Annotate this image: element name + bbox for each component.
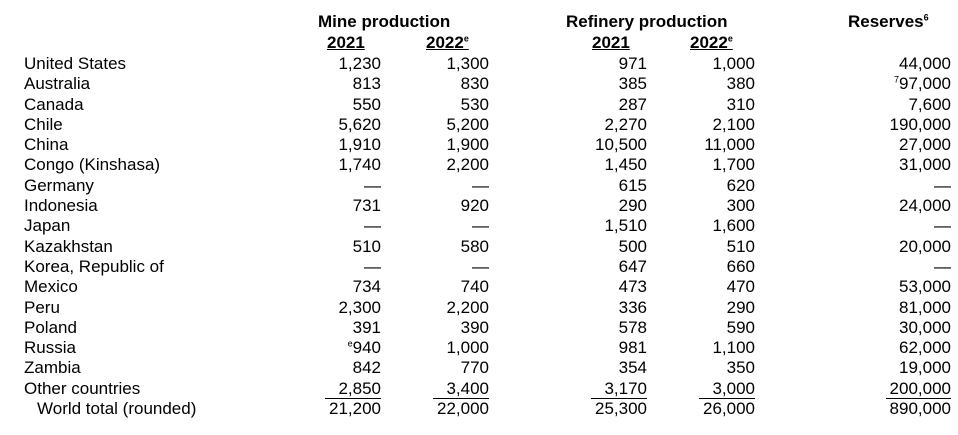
cell-value: 287 [618,94,647,114]
cell-r21 [489,358,647,378]
country-name: Russia [24,338,76,358]
cell-value: 500 [618,236,647,256]
cell-value: 44,000 [899,54,951,73]
total-value: 22,000 [433,398,489,418]
table-row [24,95,951,115]
cell-value: — [364,216,381,236]
cell-value: 3,400 [442,379,489,399]
cell-m21 [267,115,381,135]
total-r21 [489,399,647,419]
footnote-mark: 7 [893,74,899,85]
cell-value: 24,000 [899,196,951,216]
cell-value: 660 [726,256,755,276]
cell-res [755,257,951,277]
country-name: Australia [24,74,91,94]
cell-value: 19,000 [899,358,951,378]
mine-production-header: Mine production [318,12,451,31]
total-m22 [381,399,489,419]
table-row [24,196,951,216]
cell-r21 [489,379,647,399]
cell-m22 [381,155,489,175]
refinery-production-header: Refinery production [566,12,728,31]
cell-value: 770 [460,358,489,378]
cell-r21 [489,237,647,257]
cell-m22 [381,298,489,318]
country-name: United States [24,54,127,73]
cell-m21 [267,318,381,338]
cell-r21 [489,95,647,115]
country-name: Peru [24,297,60,317]
cell-m22 [381,196,489,216]
cell-m21 [267,54,381,74]
cell-value: 1,000 [446,338,489,358]
cell-m22 [381,54,489,74]
world-total-row [24,399,951,419]
cell-r22 [647,379,755,399]
cell-value: 27,000 [899,135,951,155]
table-row [24,74,951,94]
table-row [24,338,951,358]
cell-value: 1,600 [712,216,755,236]
cell-value: 580 [460,236,489,256]
cell-m21 [267,155,381,175]
cell-m22 [381,338,489,358]
cell-value: 290 [726,297,755,317]
cell-value: 510 [726,236,755,256]
total-res [755,399,951,419]
cell-value: 1,450 [604,155,647,175]
total-m21 [267,399,381,419]
refinery-2022-header [690,33,733,53]
cell-value: 350 [726,358,755,378]
cell-m21 [267,216,381,236]
cell-m22 [381,216,489,236]
cell-r22 [647,298,755,318]
cell-value: 615 [618,175,647,195]
cell-r21 [489,115,647,135]
cell-value: 190,000 [889,114,951,134]
cell-res [755,176,951,196]
cell-value: 842 [352,358,381,378]
cell-r22 [647,277,755,297]
table-row [24,115,951,135]
cell-value: 391 [352,317,381,337]
cell-value: 2,300 [338,297,381,317]
mine-2022-header [426,33,469,53]
cell-m22 [381,318,489,338]
total-r22 [647,399,755,419]
country-name: Kazakhstan [24,236,113,256]
cell-value: 5,200 [446,114,489,134]
cell-value: 2,270 [604,114,647,134]
cell-r21 [489,74,647,94]
cell-r21 [489,54,647,74]
cell-value: 1,700 [712,155,755,175]
refinery-2021-header: 2021 [592,33,630,52]
cell-res [755,379,951,399]
cell-value: 3,170 [600,379,647,399]
cell-r22 [647,135,755,155]
cell-value: 578 [618,317,647,337]
cell-value: 380 [726,74,755,94]
country-name: Indonesia [24,196,98,216]
cell-r22 [647,358,755,378]
cell-value: 647 [618,256,647,276]
cell-r22 [647,74,755,94]
cell-m21 [267,358,381,378]
cell-m22 [381,115,489,135]
cell-res [755,237,951,257]
cell-value: 7,600 [908,94,951,114]
cell-value: — [934,256,951,276]
refinery-2022-estimate-mark: e [727,33,733,44]
cell-value: 1,740 [338,155,381,175]
cell-value: 2,850 [334,379,381,399]
cell-r22 [647,115,755,135]
country-name: Congo (Kinshasa) [24,155,161,175]
cell-res [755,196,951,216]
cell-r22 [647,216,755,236]
footnote-mark: e [347,338,353,349]
table-row [24,298,951,318]
cell-res [755,115,951,135]
cell-value: 300 [726,196,755,216]
cell-r21 [489,318,647,338]
cell-m21 [267,237,381,257]
cell-value: 81,000 [899,297,951,317]
cell-res [755,54,951,74]
cell-value: — [934,175,951,195]
cell-r22 [647,176,755,196]
cell-r21 [489,196,647,216]
country-name: Canada [24,94,84,114]
cell-value: 940 [352,338,381,358]
cell-m21 [267,74,381,94]
cell-res [755,74,951,94]
cell-value: 2,100 [712,114,755,134]
cell-value: 1,910 [338,135,381,155]
cell-res [755,298,951,318]
cell-value: 290 [618,196,647,216]
table-row [24,257,951,277]
cell-m21 [267,135,381,155]
cell-m21 [267,379,381,399]
cell-r21 [489,176,647,196]
cell-m22 [381,95,489,115]
cell-value: 920 [460,196,489,216]
table-row [24,318,951,338]
cell-m22 [381,176,489,196]
country-name: Zambia [24,358,81,378]
cell-value: 97,000 [899,74,951,94]
cell-value: 390 [460,317,489,337]
cell-m22 [381,237,489,257]
cell-m21 [267,257,381,277]
table-row [24,176,951,196]
cell-m21 [267,277,381,297]
cell-r22 [647,257,755,277]
mine-2022-year: 2022 [426,33,464,52]
country-name: China [24,135,69,155]
country-name: Germany [24,175,94,195]
country-name: Poland [24,317,77,337]
cell-r21 [489,277,647,297]
cell-res [755,135,951,155]
cell-value: 2,200 [446,297,489,317]
cell-m21 [267,95,381,115]
cell-value: 740 [460,277,489,297]
cell-value: 31,000 [899,155,951,175]
cell-res [755,318,951,338]
cell-value: 20,000 [899,236,951,256]
cell-value: 830 [460,74,489,94]
total-value: 21,200 [325,398,381,418]
cell-value: 354 [618,358,647,378]
cell-value: 11,000 [704,135,755,155]
reserves-footnote: 6 [923,12,929,23]
table-row [24,135,951,155]
world-total-label: World total (rounded) [37,399,197,419]
cell-m22 [381,257,489,277]
cell-r21 [489,216,647,236]
country-name: Korea, Republic of [24,256,164,276]
cell-value: 1,100 [712,338,755,358]
reserves-header [848,12,929,32]
cell-value: 550 [352,94,381,114]
cell-value: 1,900 [446,135,489,155]
cell-res [755,155,951,175]
total-value: 26,000 [699,398,755,418]
cell-m21 [267,176,381,196]
cell-r21 [489,298,647,318]
cell-value: 1,000 [712,54,755,73]
cell-m21 [267,338,381,358]
cell-r22 [647,95,755,115]
cell-r21 [489,257,647,277]
cell-res [755,216,951,236]
cell-res [755,338,951,358]
cell-r22 [647,237,755,257]
cell-r21 [489,338,647,358]
cell-m22 [381,277,489,297]
cell-value: 385 [618,74,647,94]
table-body [24,54,951,419]
cell-r22 [647,338,755,358]
cell-value: 30,000 [899,317,951,337]
total-value: 25,300 [591,398,647,418]
cell-value: 590 [726,317,755,337]
cell-m21 [267,196,381,216]
cell-r22 [647,318,755,338]
cell-m22 [381,135,489,155]
cell-value: 1,230 [338,54,381,73]
country-name: Other countries [24,378,141,398]
cell-value: 620 [726,175,755,195]
total-value: 890,000 [886,398,951,418]
cell-value: — [472,216,489,236]
cell-value: — [472,256,489,276]
cell-value: 62,000 [899,338,951,358]
table-row [24,379,951,399]
cell-value: 2,200 [446,155,489,175]
cell-value: 3,000 [708,379,755,399]
cell-value: 530 [460,94,489,114]
table-row [24,216,951,236]
table-row [24,277,951,297]
cell-value: 473 [618,277,647,297]
cell-res [755,95,951,115]
mine-2021-header: 2021 [327,33,365,52]
country-name: Chile [24,114,63,134]
table-row [24,237,951,257]
cell-value: 731 [352,196,381,216]
refinery-2022-year: 2022 [690,33,728,52]
cell-r22 [647,155,755,175]
cell-value: 5,620 [338,114,381,134]
reserves-label: Reserves [848,12,924,31]
cell-value: 1,510 [604,216,647,236]
cell-r22 [647,196,755,216]
cell-value: — [364,256,381,276]
cell-res [755,358,951,378]
cell-value: 310 [726,94,755,114]
table-row [24,358,951,378]
cell-m22 [381,379,489,399]
cell-value: 470 [726,277,755,297]
cell-value: 510 [352,236,381,256]
cell-value: 1,300 [446,54,489,73]
production-table [24,54,951,419]
cell-value: 336 [618,297,647,317]
cell-m22 [381,74,489,94]
cell-r21 [489,135,647,155]
table-row [24,155,951,175]
cell-value: — [472,175,489,195]
cell-r21 [489,155,647,175]
cell-value: 200,000 [886,379,951,399]
country-name: Japan [24,216,71,236]
cell-value: — [364,175,381,195]
cell-value: 813 [352,74,381,94]
cell-res [755,277,951,297]
cell-value: 971 [618,54,647,73]
mine-2022-estimate-mark: e [463,33,469,44]
cell-r22 [647,54,755,74]
cell-value: — [934,216,951,236]
cell-m22 [381,358,489,378]
cell-value: 981 [618,338,647,358]
country-name: Mexico [24,277,78,297]
table-row [24,54,951,74]
cell-m21 [267,298,381,318]
cell-value: 10,500 [595,135,647,155]
cell-value: 734 [352,277,381,297]
cell-value: 53,000 [899,277,951,297]
